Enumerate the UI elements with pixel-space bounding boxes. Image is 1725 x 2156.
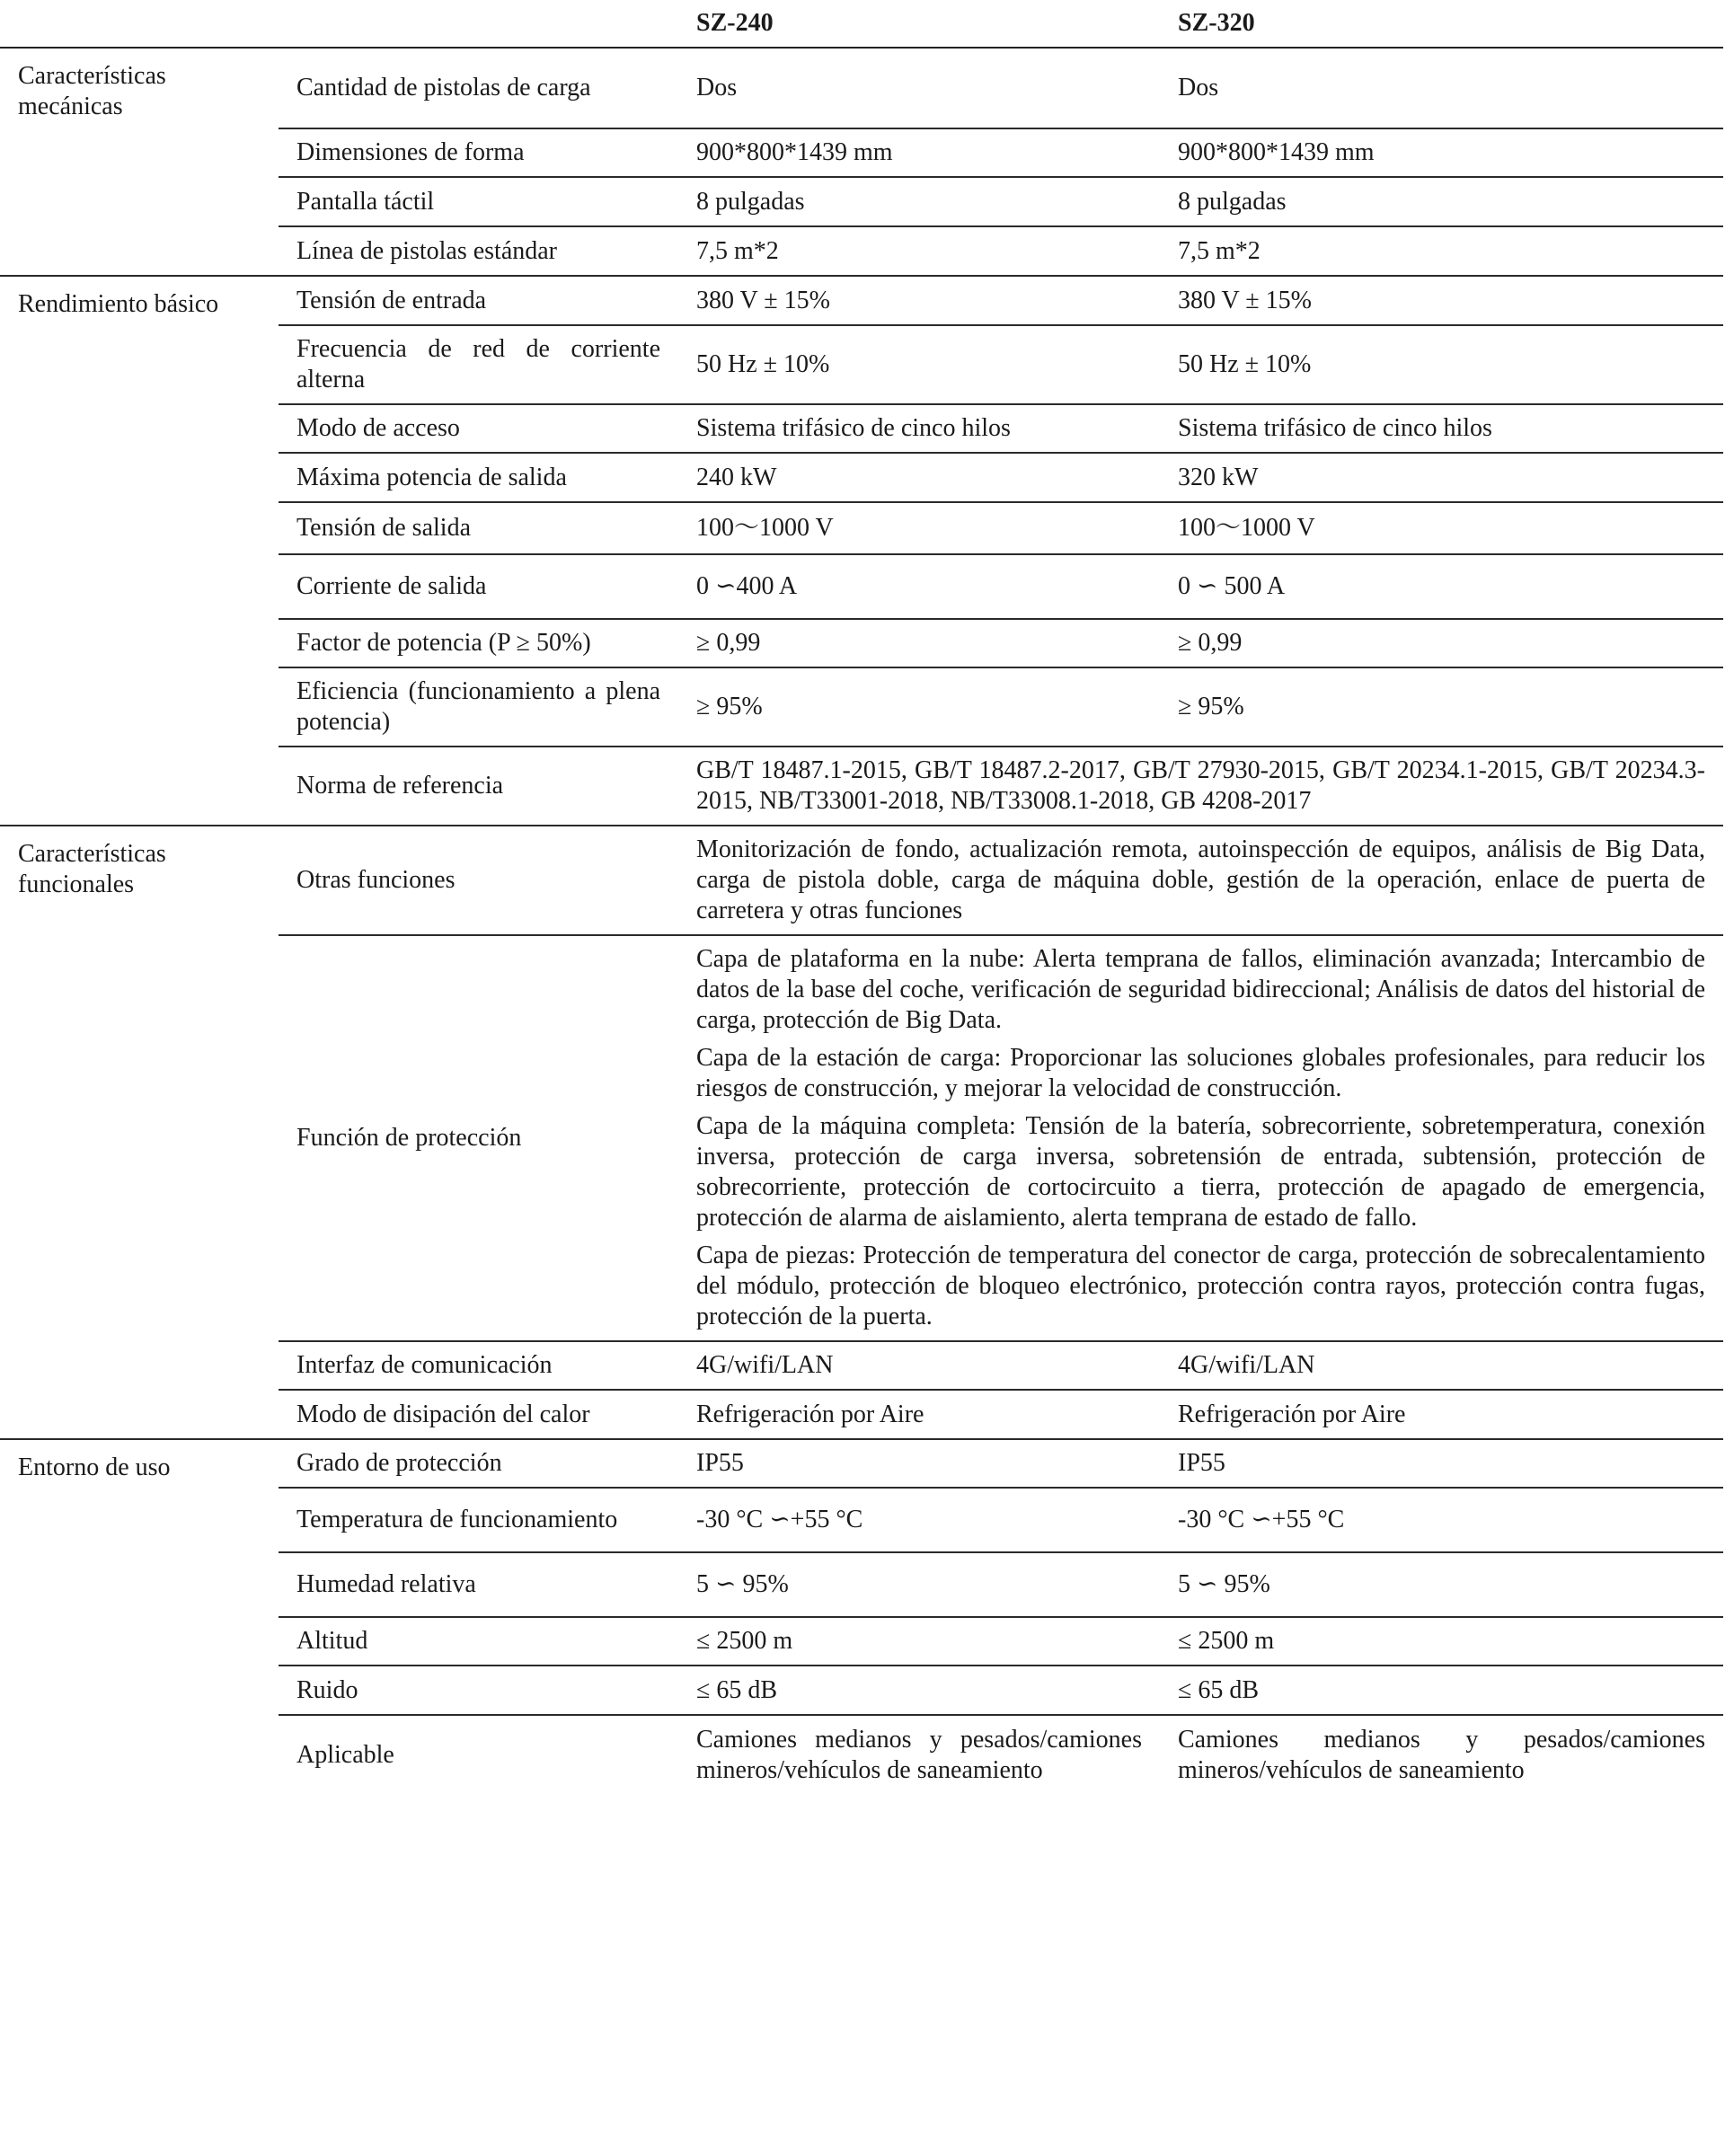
protection-paragraph: Capa de piezas: Protección de temperatura del conector de carga, protección de sobrecalentamiento del módulo, protección de bloqueo electrónico, protección contra rayos, protección contra fugas, protección de la puerta.	[696, 1241, 1705, 1330]
value-sz320: ≤ 2500 m	[1160, 1617, 1723, 1666]
value-sz320: Dos	[1160, 48, 1723, 128]
value-sz240: 5 ∽ 95%	[678, 1552, 1160, 1617]
param-label: Factor de potencia (P ≥ 50%)	[279, 619, 678, 667]
category-label: Características funcionales	[0, 826, 279, 1439]
value-sz240: 8 pulgadas	[678, 177, 1160, 226]
table-row	[0, 48, 1723, 128]
param-label: Temperatura de funcionamiento	[279, 1488, 678, 1552]
protection-paragraph: Capa de plataforma en la nube: Alerta temprana de fallos, eliminación avanzada; Intercambio de datos de la base del coche, verificación de seguridad bidireccional; Análisis de datos del historial de carga, protección de Big Data.	[696, 945, 1705, 1034]
param-label: Grado de protección	[279, 1439, 678, 1488]
param-label: Máxima potencia de salida	[279, 453, 678, 502]
param-label: Tensión de entrada	[279, 276, 678, 325]
value-sz320: 8 pulgadas	[1160, 177, 1723, 226]
header-empty-param	[279, 0, 678, 48]
param-label: Aplicable	[279, 1715, 678, 1794]
value-sz320: 0 ∽ 500 A	[1160, 554, 1723, 619]
table-row	[0, 1439, 1723, 1488]
value-sz320: 320 kW	[1160, 453, 1723, 502]
value-sz320: 7,5 m*2	[1160, 226, 1723, 276]
value-sz240: 100～1000 V	[678, 502, 1160, 554]
value-sz240: Sistema trifásico de cinco hilos	[678, 404, 1160, 453]
param-label: Dimensiones de forma	[279, 128, 678, 177]
value-sz240: 50 Hz ± 10%	[678, 325, 1160, 404]
param-label: Pantalla táctil	[279, 177, 678, 226]
value-sz320: ≥ 95%	[1160, 667, 1723, 747]
param-label: Función de protección	[279, 935, 678, 1341]
model-header-sz240: SZ-240	[678, 0, 1160, 48]
value-sz240: 380 V ± 15%	[678, 276, 1160, 325]
value-sz240: Camiones medianos y pesados/camiones mineros/vehículos de saneamiento	[678, 1715, 1160, 1794]
header-empty-category	[0, 0, 279, 48]
value-sz240: 4G/wifi/LAN	[678, 1341, 1160, 1390]
value-sz240: Dos	[678, 48, 1160, 128]
value-sz320: -30 °C ∽+55 °C	[1160, 1488, 1723, 1552]
param-label: Ruido	[279, 1666, 678, 1715]
param-label: Tensión de salida	[279, 502, 678, 554]
param-label: Eficiencia (funcionamiento a plena potencia)	[279, 667, 678, 747]
value-sz320: 5 ∽ 95%	[1160, 1552, 1723, 1617]
header-row	[0, 0, 1723, 48]
value-sz320: 900*800*1439 mm	[1160, 128, 1723, 177]
value-sz240: IP55	[678, 1439, 1160, 1488]
param-label: Interfaz de comunicación	[279, 1341, 678, 1390]
value-sz240: Refrigeración por Aire	[678, 1390, 1160, 1439]
param-label: Corriente de salida	[279, 554, 678, 619]
value-sz240: 7,5 m*2	[678, 226, 1160, 276]
value-sz320: Camiones medianos y pesados/camiones mineros/vehículos de saneamiento	[1160, 1715, 1723, 1794]
value-sz320: Sistema trifásico de cinco hilos	[1160, 404, 1723, 453]
category-label: Rendimiento básico	[0, 276, 279, 826]
table-row	[0, 826, 1723, 935]
value-sz320: IP55	[1160, 1439, 1723, 1488]
param-label: Humedad relativa	[279, 1552, 678, 1617]
param-label: Modo de acceso	[279, 404, 678, 453]
table-row	[0, 276, 1723, 325]
value-sz240: ≥ 95%	[678, 667, 1160, 747]
value-sz320: ≤ 65 dB	[1160, 1666, 1723, 1715]
value-sz240: -30 °C ∽+55 °C	[678, 1488, 1160, 1552]
value-sz240: ≥ 0,99	[678, 619, 1160, 667]
value-sz320: 4G/wifi/LAN	[1160, 1341, 1723, 1390]
protection-paragraph: Capa de la estación de carga: Proporcionar las soluciones globales profesionales, para reducir los riesgos de construcción, y mejorar la velocidad de construcción.	[696, 1044, 1705, 1102]
value-both-models: Monitorización de fondo, actualización remota, autoinspección de equipos, análisis de Big Data, carga de pistola doble, carga de máquina doble, gestión de la operación, enlace de puerta de carretera y otras funciones	[678, 826, 1723, 935]
value-sz320: 50 Hz ± 10%	[1160, 325, 1723, 404]
value-sz320: 380 V ± 15%	[1160, 276, 1723, 325]
protection-paragraph: Capa de la máquina completa: Tensión de la batería, sobrecorriente, sobretemperatura, conexión inversa, protección de carga inversa, sobretensión de entrada, subtensión, protección de sobrecorriente, protección de cortocircuito a tierra, protección de apagado de emergencia, protección de alarma de aislamiento, alerta temprana de estado de fallo.	[696, 1112, 1705, 1232]
value-sz320: ≥ 0,99	[1160, 619, 1723, 667]
value-both-models: GB/T 18487.1-2015, GB/T 18487.2-2017, GB/T 27930-2015, GB/T 20234.1-2015, GB/T 20234.3-2015, NB/T33001-2018, NB/T33008.1-2018, GB 4208-2017	[678, 747, 1723, 826]
category-label: Características mecánicas	[0, 48, 279, 276]
value-sz240: 0 ∽400 A	[678, 554, 1160, 619]
param-label: Modo de disipación del calor	[279, 1390, 678, 1439]
param-label: Altitud	[279, 1617, 678, 1666]
model-header-sz320: SZ-320	[1160, 0, 1723, 48]
param-label: Otras funciones	[279, 826, 678, 935]
value-sz240: ≤ 2500 m	[678, 1617, 1160, 1666]
value-sz240: 900*800*1439 mm	[678, 128, 1160, 177]
protection-function-text	[678, 935, 1723, 1341]
param-label: Línea de pistolas estándar	[279, 226, 678, 276]
value-sz320: Refrigeración por Aire	[1160, 1390, 1723, 1439]
param-label: Cantidad de pistolas de carga	[279, 48, 678, 128]
param-label: Frecuencia de red de corriente alterna	[279, 325, 678, 404]
category-label: Entorno de uso	[0, 1439, 279, 1794]
param-label: Norma de referencia	[279, 747, 678, 826]
value-sz240: ≤ 65 dB	[678, 1666, 1160, 1715]
value-sz320: 100～1000 V	[1160, 502, 1723, 554]
value-sz240: 240 kW	[678, 453, 1160, 502]
